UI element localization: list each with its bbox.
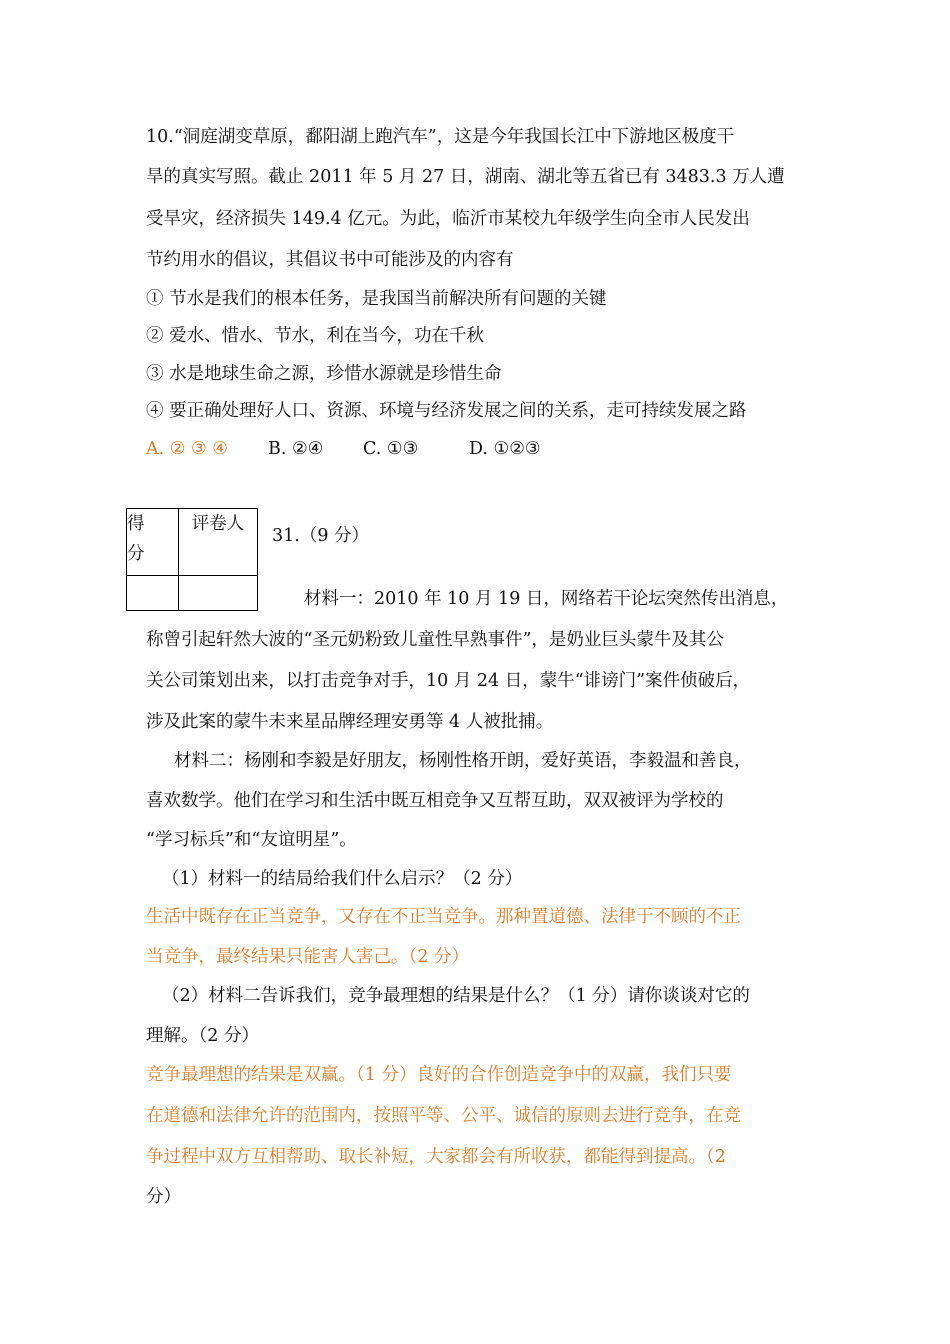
- q31-answer-1-line-2: 当竞争，最终结果只能害人害己。（2 分）: [146, 947, 469, 967]
- q31-material1-line-3: 关公司策划出来，以打击竞争对手，10 月 24 日，蒙牛“诽谤门”案件侦破后，: [146, 671, 751, 691]
- q10-item-4: ④ 要正确处理好人口、资源、环境与经济发展之间的关系，走可持续发展之路: [146, 401, 747, 421]
- q31-answer-2-line-2: 在道德和法律允许的范围内，按照平等、公平、诚信的原则去进行竞争，在竞: [146, 1106, 741, 1126]
- q10-option-d: D. ①②③: [469, 439, 541, 459]
- q31-material2-line-3: “学习标兵”和“友谊明星”。: [146, 830, 357, 850]
- q31-answer-1-line-1: 生活中既存在正当竞争，又存在不正当竞争。那种置道德、法律于不顾的不正: [146, 907, 741, 927]
- q31-material2-line-2: 喜欢数学。他们在学习和生活中既互相竞争又互帮互助，双双被评为学校的: [146, 791, 724, 811]
- score-box-label-grader: 评卷人: [179, 509, 258, 576]
- q10-line-4: 节约用水的倡议，其倡议书中可能涉及的内容有: [146, 250, 514, 270]
- q10-option-a-answer: A. ② ③ ④: [146, 439, 228, 459]
- q31-answer-2-line-3: 争过程中双方互相帮助、取长补短，大家都会有所收获，都能得到提高。（2: [146, 1147, 726, 1167]
- q31-material1-line-4: 涉及此案的蒙牛未来星品牌经理安勇等 4 人被批捕。: [146, 712, 554, 732]
- q31-subquestion-2-line-2: 理解。（2 分）: [146, 1026, 259, 1046]
- q10-option-c: C. ①③: [363, 439, 419, 459]
- score-box-cell-score[interactable]: [127, 576, 179, 611]
- q31-material1-line-1: 材料一：2010 年 10 月 19 日，网络若干论坛突然传出消息，: [304, 589, 789, 609]
- q31-material2-line-1: 材料二：杨刚和李毅是好朋友，杨刚性格开朗，爱好英语，李毅温和善良，: [174, 751, 752, 771]
- q10-option-b: B. ②④: [268, 439, 324, 459]
- score-box-cell-grader[interactable]: [179, 576, 258, 611]
- q31-subquestion-1: （1）材料一的结局给我们什么启示？（2 分）: [162, 869, 523, 889]
- q10-line-1: 10.“洞庭湖变草原，鄱阳湖上跑汽车”，这是今年我国长江中下游地区极度干: [146, 127, 735, 147]
- q10-item-1: ① 节水是我们的根本任务，是我国当前解决所有问题的关键: [146, 289, 607, 309]
- q31-answer-2-line-4: 分）: [146, 1187, 181, 1207]
- q31-answer-2-line-1: 竞争最理想的结果是双赢。（1 分）良好的合作创造竞争中的双赢，我们只要: [146, 1065, 732, 1085]
- score-box-label-score: 得分: [127, 509, 179, 576]
- q10-line-2: 旱的真实写照。截止 2011 年 5 月 27 日，湖南、湖北等五省已有 3483.3 万人遭: [146, 167, 785, 187]
- q10-item-2: ② 爱水、惜水、节水，利在当今，功在千秋: [146, 326, 485, 346]
- q31-header: 31.（9 分）: [272, 526, 370, 546]
- q31-material1-line-2: 称曾引起轩然大波的“圣元奶粉致儿童性早熟事件”，是奶业巨头蒙牛及其公: [146, 630, 724, 650]
- score-box: [126, 508, 258, 611]
- q10-item-3: ③ 水是地球生命之源，珍惜水源就是珍惜生命: [146, 364, 502, 384]
- q10-line-3: 受旱灾，经济损失 149.4 亿元。为此，临沂市某校九年级学生向全市人民发出: [146, 209, 750, 229]
- q31-subquestion-2-line-1: （2）材料二告诉我们，竞争最理想的结果是什么？（1 分）请你谈谈对它的: [162, 986, 750, 1006]
